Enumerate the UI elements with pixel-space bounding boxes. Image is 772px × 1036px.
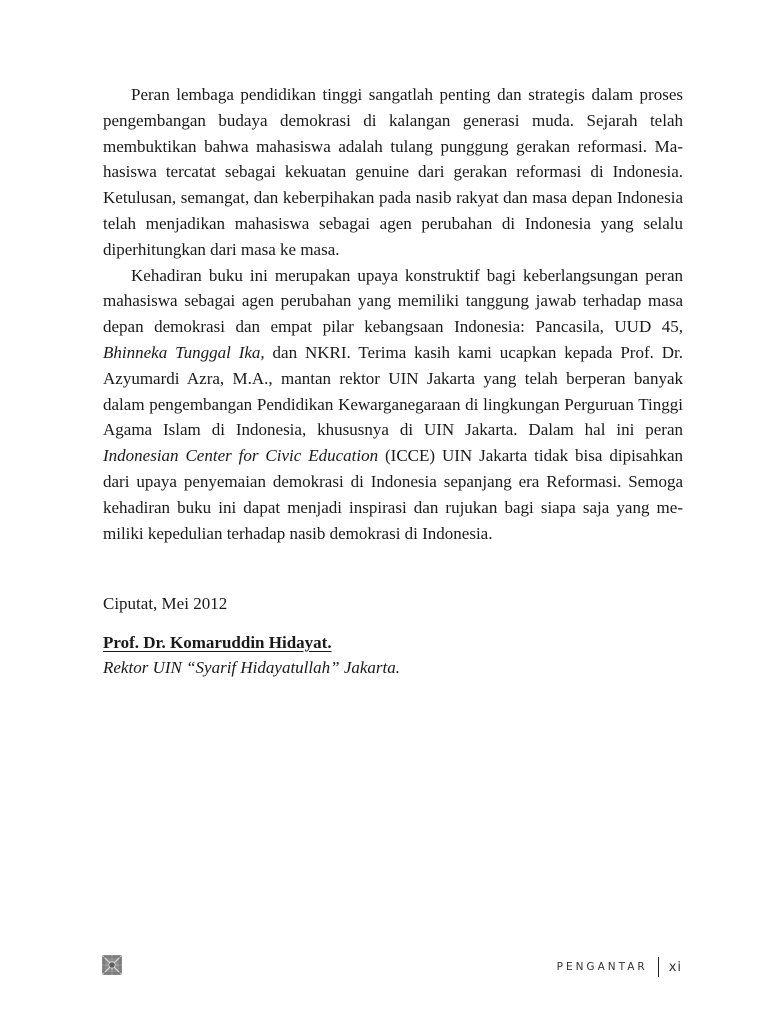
ornament-tile-icon [102,955,122,975]
paragraph-2 [103,263,683,547]
paragraph-1 [103,82,683,263]
place-date: Ciputat, Mei 2012 [103,594,228,613]
paragraph-2-text-b: dan NKRI. Terima kasih kami ucapkan kepada Prof. Dr. Azyumardi Azra, M.A., mantan rektor UIN Jakarta yang telah berperan banyak dalam pengembangan Pendidikan Kewarganegaraan di lingkungan Perguruan Tinggi Agama Islam di Indonesia, khususnya di UIN Jakarta. Dalam hal ini peran [103,342,683,440]
preface-body [103,82,683,546]
closing-block [103,591,683,680]
signer-title: Rektor UIN “Syarif Hidayatullah” Jakarta. [103,658,401,677]
page-number: xi [668,959,682,975]
paragraph-2-italic-bhinneka: Bhinneka Tunggal Ika, [103,342,265,362]
paragraph-2-italic-icce: Indonesian Center for Civic Education [103,446,379,466]
footer-divider [658,957,659,977]
signer-name: Prof. Dr. Komaruddin Hidayat. [103,633,332,652]
paragraph-2-text-c: (ICCE) UIN Jakarta tidak bisa dipisahkan dari upaya penyemaian demokrasi di Indonesia sepanjang era Reformasi. Semoga kehadiran buku ini dapat menjadi inspirasi dan rujukan bagi siapa saja yang memiliki kepedulian terhadap nasib demokrasi di Indonesia. [103,446,683,543]
running-head: PENGANTAR [556,961,648,973]
page-footer [557,957,682,977]
paragraph-1-text: Peran lembaga pendidikan tinggi sangatlah penting dan strategis dalam proses pengembangan budaya demokrasi di kalangan generasi muda. Sejarah telah membuktikan bahwa mahasiswa adalah tulang punggung gerakan reformasi. Mahasiswa tercatat sebagai kekuatan genuine dari gerakan reformasi di Indonesia. Ketulusan, semangat, dan keberpihakan pada nasib rakyat dan masa depan Indonesia telah menjadikan mahasiswa sebagai agen perubahan di Indonesia yang selalu diperhitungkan dari masa ke masa. [103,85,683,259]
paragraph-2-text-a: Kehadiran buku ini merupakan upaya konstruktif bagi keberlangsungan peran mahasiswa sebagai agen perubahan yang memiliki tanggung jawab terhadap masa depan demokrasi dan empat pilar kebangsaan Indonesia: Pancasila, UUD 45, [103,265,683,337]
